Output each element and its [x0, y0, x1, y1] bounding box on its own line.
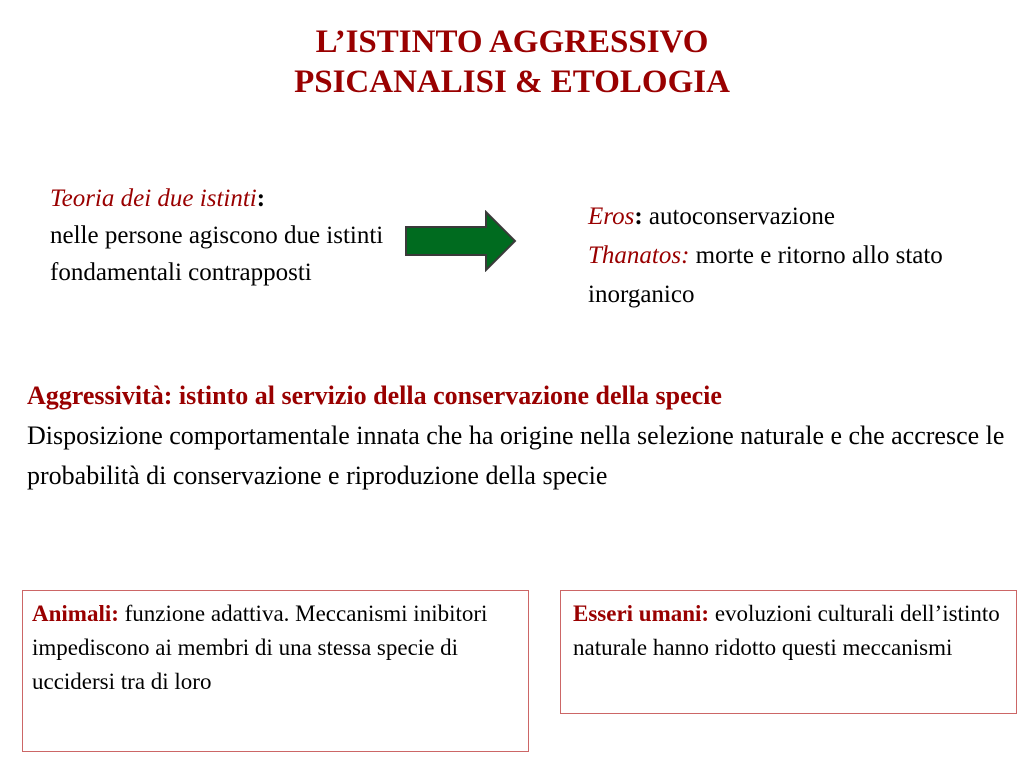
animals-term: Animali: [32, 601, 119, 626]
humans-text: evoluzioni culturali dell’istinto naturale hanno ridotto questi meccanismi [573, 601, 1000, 660]
slide-title [0, 22, 1024, 102]
aggression-heading: Aggressività: istinto al servizio della conservazione della specie [27, 381, 722, 410]
theory-text: nelle persone agiscono due istinti fondamentali contrapposti [50, 222, 384, 286]
aggression-text: Disposizione comportamentale innata che ha origine nella selezione naturale e che accresce le probabilità di conservazione e riproduzione della specie [27, 421, 1005, 490]
humans-box [560, 590, 1017, 714]
eros-colon: : [634, 203, 643, 230]
two-instincts-theory [50, 180, 390, 291]
eros-line [588, 197, 1018, 236]
right-arrow-icon [404, 210, 518, 272]
thanatos-term: Thanatos: [588, 242, 690, 269]
animals-box [22, 590, 529, 752]
theory-colon: : [256, 185, 266, 212]
title-line-1: L’ISTINTO AGGRESSIVO [315, 24, 709, 60]
thanatos-text: morte e ritorno allo stato inorganico [588, 242, 943, 308]
eros-term: Eros [588, 203, 635, 230]
title-line-2: PSICANALISI & ETOLOGIA [294, 64, 730, 100]
instincts-list [588, 197, 1018, 314]
humans-term: Esseri umani: [573, 601, 710, 626]
theory-term: Teoria dei due istinti [50, 185, 257, 212]
animals-text: funzione adattiva. Meccanismi inibitori impediscono ai membri di una stessa specie di uccidersi tra di loro [32, 601, 488, 694]
thanatos-line [588, 236, 1018, 314]
eros-text: autoconservazione [642, 203, 835, 230]
aggression-section [27, 376, 1017, 496]
